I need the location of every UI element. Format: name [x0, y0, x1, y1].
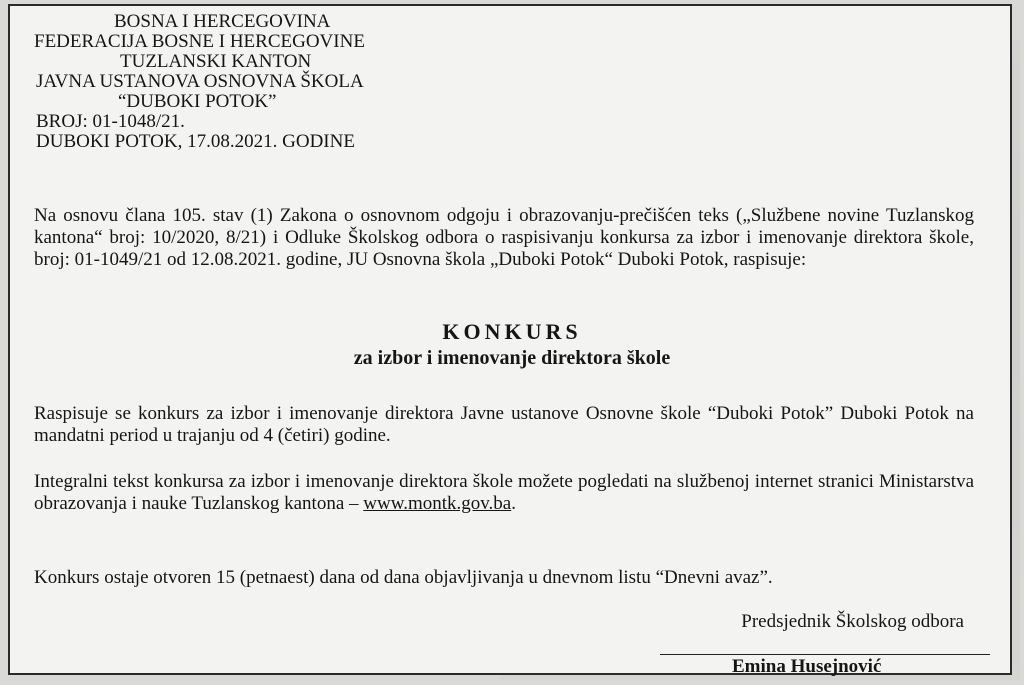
signature-name: Emina Husejnović — [732, 656, 882, 677]
header-federation: FEDERACIJA BOSNE I HERCEGOVINE — [34, 31, 365, 52]
title-block — [10, 320, 1014, 370]
paragraph-full-text — [34, 471, 974, 515]
letterhead — [34, 12, 365, 152]
header-reference-number: BROJ: 01-1048/21. — [36, 111, 185, 132]
header-school-name: “DUBOKI POTOK” — [118, 91, 277, 112]
header-institution: JAVNA USTANOVA OSNOVNA ŠKOLA — [36, 71, 364, 92]
header-country: BOSNA I HERCEGOVINA — [114, 11, 331, 32]
header-canton: TUZLANSKI KANTON — [120, 51, 312, 72]
header-date: DUBOKI POTOK, 17.08.2021. GODINE — [36, 131, 355, 152]
paragraph-mandate: Raspisuje se konkurs za izbor i imenovanje direktora Javne ustanove Osnovne škole “Duboki Potok” Duboki Potok na mandatni period u trajanju od 4 (četiri) godine. — [34, 403, 974, 446]
notice-subtitle: za izbor i imenovanje direktora škole — [353, 347, 671, 369]
notice-title: KONKURS — [442, 319, 582, 344]
paragraph-deadline: Konkurs ostaje otvoren 15 (petnaest) dana od dana objavljivanja u dnevnom listu “Dnevni avaz”. — [34, 567, 773, 588]
full-text-sentence: Integralni tekst konkursa za izbor i imenovanje direktora škole možete pogledati na službenoj internet stranici Ministarstva obrazovanja i nauke Tuzlanskog kantona – — [34, 471, 974, 514]
intro-paragraph: Na osnovu člana 105. stav (1) Zakona o osnovnom odgoju i obrazovanju-prečišćen teks („Službene novine Tuzlanskog kantona“ broj: 10/2020, 8/21) i Odluke Školskog odbora o raspisivanju konkursa za izbor i imenovanje direktora škole, broj: 01-1049/21 od 12.08.2021. godine, JU Osnovna škola „Duboki Potok“ Duboki Potok, raspisuje: — [34, 205, 974, 270]
signature-line — [660, 654, 990, 655]
ministry-website-link[interactable]: www.montk.gov.ba — [363, 493, 512, 514]
school-notice — [8, 4, 1012, 675]
full-text-period: . — [511, 493, 516, 514]
signature-role: Predsjednik Školskog odbora — [741, 611, 964, 632]
